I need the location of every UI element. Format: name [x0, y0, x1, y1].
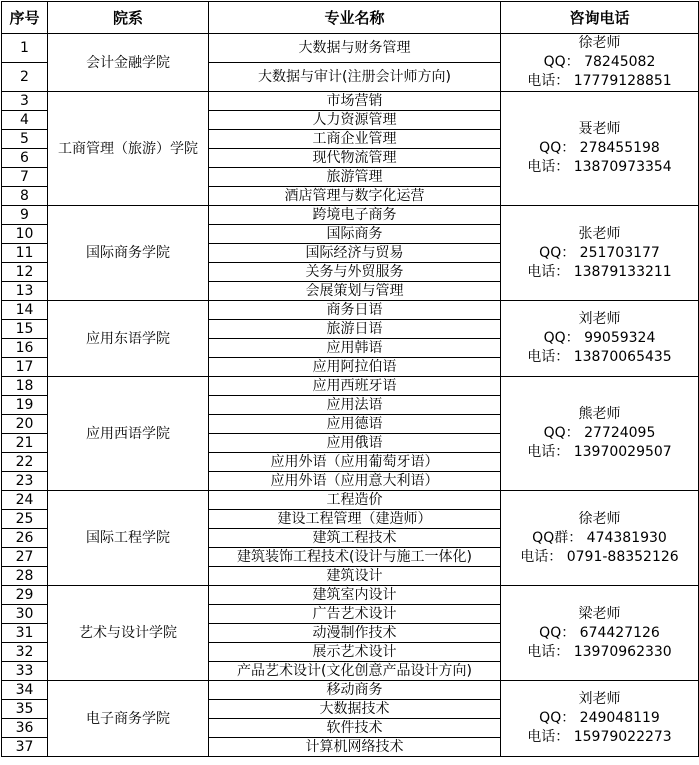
contact-info — [501, 34, 699, 92]
contact-phone: 电话： 13970029507 — [527, 444, 672, 460]
contact-phone: 电话： 0791-88352126 — [520, 548, 679, 565]
row-index: 8 — [2, 187, 48, 206]
table-row — [2, 34, 699, 63]
major-name: 国际商务 — [209, 225, 501, 244]
contact-teacher: 徐老师 — [578, 35, 621, 51]
contact-teacher: 刘老师 — [578, 691, 621, 707]
contact-info — [501, 301, 699, 377]
row-index: 12 — [2, 263, 48, 282]
college-name: 应用西语学院 — [48, 377, 209, 491]
major-name: 工商企业管理 — [209, 130, 501, 149]
college-name: 应用东语学院 — [48, 301, 209, 377]
major-name: 产品艺术设计(文化创意产品设计方向) — [209, 662, 501, 681]
row-index: 19 — [2, 396, 48, 415]
contact-phone: 电话： 15979022273 — [527, 729, 672, 745]
table-row — [2, 206, 699, 225]
row-index: 32 — [2, 643, 48, 662]
college-name: 工商管理（旅游）学院 — [48, 92, 209, 206]
contact-qq: QQ： 249048119 — [539, 710, 660, 726]
row-index: 35 — [2, 700, 48, 719]
contact-phone: 电话： 13970962330 — [527, 643, 672, 660]
college-name: 国际工程学院 — [48, 491, 209, 586]
major-name: 关务与外贸服务 — [209, 263, 501, 282]
row-index: 3 — [2, 92, 48, 111]
major-name: 会展策划与管理 — [209, 282, 501, 301]
table-row — [2, 681, 699, 700]
table-row — [2, 301, 699, 320]
major-name: 建筑装饰工程技术(设计与施工一体化) — [209, 548, 501, 567]
row-index: 10 — [2, 225, 48, 244]
major-name: 展示艺术设计 — [209, 643, 501, 662]
major-name: 建筑设计 — [209, 567, 501, 586]
college-name: 会计金融学院 — [48, 34, 209, 92]
header-row — [2, 2, 699, 34]
row-index: 23 — [2, 472, 48, 491]
contact-qq: QQ群： 474381930 — [532, 529, 667, 546]
major-name: 应用阿拉伯语 — [209, 358, 501, 377]
row-index: 37 — [2, 738, 48, 757]
row-index: 5 — [2, 130, 48, 149]
row-index: 11 — [2, 244, 48, 263]
row-index: 28 — [2, 567, 48, 586]
major-name: 建设工程管理（建造师） — [209, 510, 501, 529]
row-index: 4 — [2, 111, 48, 130]
major-name: 应用俄语 — [209, 434, 501, 453]
contact-phone: 电话： 17779128851 — [527, 73, 672, 89]
contact-qq: QQ： 27724095 — [543, 425, 656, 441]
row-index: 36 — [2, 719, 48, 738]
major-name: 商务日语 — [209, 301, 501, 320]
major-name: 现代物流管理 — [209, 149, 501, 168]
major-name: 人力资源管理 — [209, 111, 501, 130]
contact-info — [501, 491, 699, 586]
row-index: 16 — [2, 339, 48, 358]
row-index: 20 — [2, 415, 48, 434]
major-name: 移动商务 — [209, 681, 501, 700]
major-name: 应用外语（应用意大利语） — [209, 472, 501, 491]
contact-phone: 电话： 13870065435 — [527, 349, 672, 365]
major-name: 建筑工程技术 — [209, 529, 501, 548]
table-row — [2, 377, 699, 396]
major-name: 应用法语 — [209, 396, 501, 415]
row-index: 7 — [2, 168, 48, 187]
contact-phone: 电话： 13879133211 — [527, 263, 672, 280]
row-index: 6 — [2, 149, 48, 168]
contact-qq: QQ： 278455198 — [539, 140, 660, 156]
row-index: 17 — [2, 358, 48, 377]
row-index: 34 — [2, 681, 48, 700]
contact-teacher: 徐老师 — [578, 510, 621, 527]
contact-teacher: 张老师 — [578, 225, 621, 242]
row-index: 27 — [2, 548, 48, 567]
row-index: 2 — [2, 63, 48, 92]
table-row — [2, 586, 699, 605]
row-index: 9 — [2, 206, 48, 225]
contact-qq: QQ： 99059324 — [543, 330, 656, 346]
row-index: 24 — [2, 491, 48, 510]
row-index: 22 — [2, 453, 48, 472]
major-name: 大数据与审计(注册会计师方向) — [209, 63, 501, 92]
header-major: 专业名称 — [209, 2, 501, 34]
row-index: 33 — [2, 662, 48, 681]
contact-qq: QQ： 78245082 — [543, 54, 656, 70]
row-index: 26 — [2, 529, 48, 548]
row-index: 1 — [2, 34, 48, 63]
major-name: 计算机网络技术 — [209, 738, 501, 757]
major-name: 应用韩语 — [209, 339, 501, 358]
row-index: 25 — [2, 510, 48, 529]
row-index: 18 — [2, 377, 48, 396]
contact-teacher: 刘老师 — [578, 311, 621, 327]
header-contact: 咨询电话 — [501, 2, 699, 34]
major-name: 大数据技术 — [209, 700, 501, 719]
row-index: 29 — [2, 586, 48, 605]
table-row — [2, 92, 699, 111]
college-name: 国际商务学院 — [48, 206, 209, 301]
contact-teacher: 熊老师 — [578, 406, 621, 422]
major-name: 工程造价 — [209, 491, 501, 510]
contact-info — [501, 92, 699, 206]
row-index: 15 — [2, 320, 48, 339]
contact-teacher: 梁老师 — [578, 605, 621, 622]
major-name: 国际经济与贸易 — [209, 244, 501, 263]
major-name: 市场营销 — [209, 92, 501, 111]
contact-phone: 电话： 13870973354 — [527, 159, 672, 175]
contact-info — [501, 206, 699, 301]
contact-teacher: 聂老师 — [578, 121, 621, 137]
row-index: 13 — [2, 282, 48, 301]
table-row — [2, 491, 699, 510]
college-name: 艺术与设计学院 — [48, 586, 209, 681]
major-name: 旅游管理 — [209, 168, 501, 187]
major-name: 旅游日语 — [209, 320, 501, 339]
major-name: 跨境电子商务 — [209, 206, 501, 225]
table-body — [2, 34, 699, 757]
major-name: 动漫制作技术 — [209, 624, 501, 643]
college-name: 电子商务学院 — [48, 681, 209, 757]
major-name: 应用西班牙语 — [209, 377, 501, 396]
row-index: 30 — [2, 605, 48, 624]
major-name: 软件技术 — [209, 719, 501, 738]
header-index: 序号 — [2, 2, 48, 34]
row-index: 31 — [2, 624, 48, 643]
contact-info — [501, 681, 699, 757]
major-name: 广告艺术设计 — [209, 605, 501, 624]
contact-qq: QQ： 251703177 — [539, 244, 660, 261]
major-name: 应用德语 — [209, 415, 501, 434]
header-college: 院系 — [48, 2, 209, 34]
major-name: 应用外语（应用葡萄牙语） — [209, 453, 501, 472]
major-name: 建筑室内设计 — [209, 586, 501, 605]
contact-info — [501, 377, 699, 491]
row-index: 21 — [2, 434, 48, 453]
majors-contact-table — [1, 1, 699, 757]
contact-qq: QQ： 674427126 — [539, 624, 660, 641]
major-name: 大数据与财务管理 — [209, 34, 501, 63]
row-index: 14 — [2, 301, 48, 320]
contact-info — [501, 586, 699, 681]
major-name: 酒店管理与数字化运营 — [209, 187, 501, 206]
